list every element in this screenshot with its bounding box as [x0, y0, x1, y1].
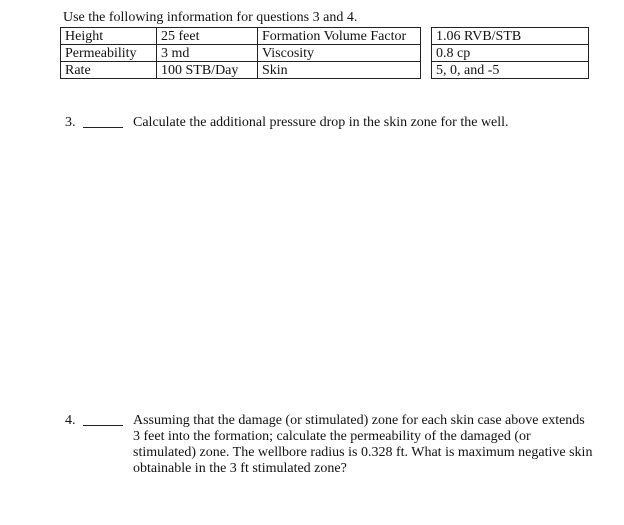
intro-text: Use the following information for questions 3 and 4. [63, 10, 358, 25]
table-cell: Viscosity [258, 45, 421, 62]
table-cell: Height [61, 28, 157, 45]
question-text: Assuming that the damage (or stimulated) zone for each skin case above extends 3 feet into the formation; calculate the permeability of the damaged (or stimulated) zone. The wellbore radius is 0.328 ft. What is maximum negative skin obtainable in the 3 ft stimulated zone? [133, 413, 593, 476]
table-cell: 1.06 RVB/STB [432, 28, 589, 45]
table-cell: Formation Volume Factor [258, 28, 421, 45]
reservoir-data-table [60, 27, 589, 79]
table-cell: 100 STB/Day [157, 62, 258, 79]
table-cell: 5, 0, and -5 [432, 62, 589, 79]
table-cell: 3 md [157, 45, 258, 62]
table-row [61, 62, 589, 79]
table-spacer [421, 45, 432, 62]
table-cell: Skin [258, 62, 421, 79]
question-number: 3. [65, 115, 76, 130]
table-cell: 25 feet [157, 28, 258, 45]
question-text: Calculate the additional pressure drop in the skin zone for the well. [133, 115, 509, 130]
answer-blank [83, 127, 123, 128]
table-spacer [421, 28, 432, 45]
table-cell: Permeability [61, 45, 157, 62]
question-number: 4. [65, 413, 76, 428]
answer-blank [83, 425, 123, 426]
table-row [61, 45, 589, 62]
table-cell: 0.8 cp [432, 45, 589, 62]
table-cell: Rate [61, 62, 157, 79]
table-spacer [421, 62, 432, 79]
table-row [61, 28, 589, 45]
